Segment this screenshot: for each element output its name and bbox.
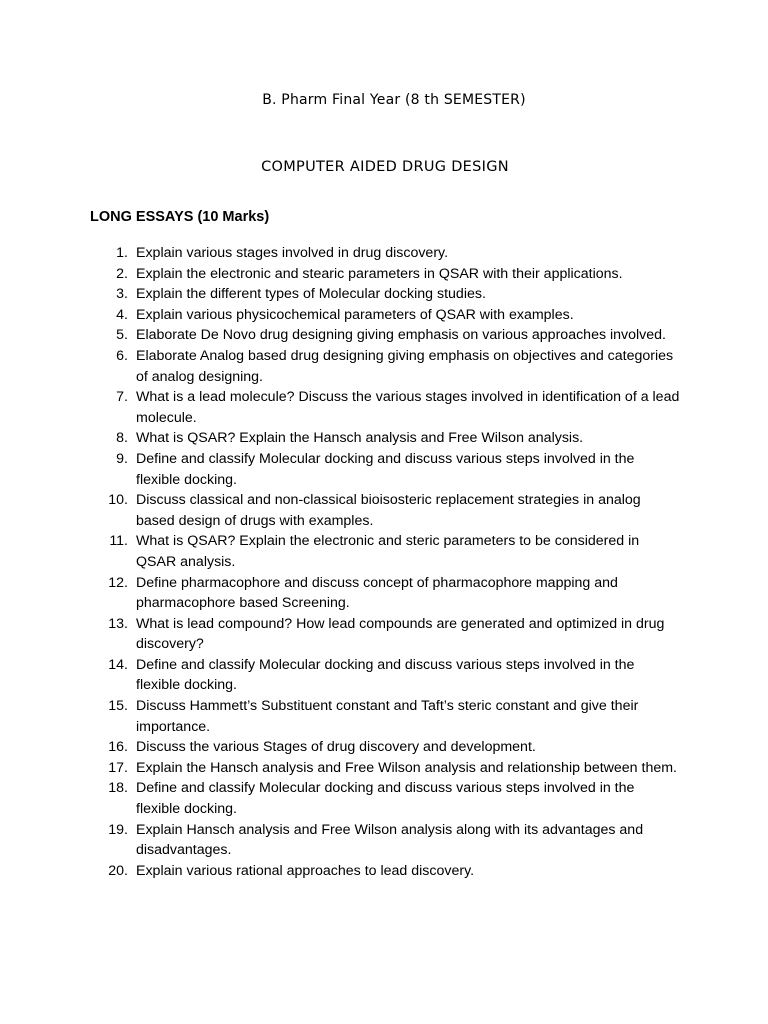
- question-item: [0, 696, 768, 737]
- question-item: [0, 490, 768, 531]
- question-item: [0, 531, 768, 572]
- question-number: 4.: [116, 306, 128, 323]
- question-text: Elaborate Analog based drug designing giving emphasis on objectives and categories of analog designing.: [136, 347, 674, 385]
- question-text: What is a lead molecule? Discuss the various stages involved in identification of a lead molecule.: [136, 389, 680, 426]
- question-text: Discuss Hammett’s Substituent constant and Taft’s steric constant and give their importance.: [136, 698, 639, 735]
- question-item: [0, 614, 768, 655]
- question-text: What is lead compound? How lead compounds are generated and optimized in drug discovery?: [136, 615, 665, 653]
- question-text: What is QSAR? Explain the electronic and steric parameters to be considered in QSAR analysis.: [136, 533, 640, 570]
- question-text: Explain the electronic and stearic parameters in QSAR with their applications.: [136, 265, 623, 282]
- question-text: Define pharmacophore and discuss concept of pharmacophore mapping and pharmacophore based Screening.: [136, 574, 618, 612]
- question-item: [0, 758, 768, 779]
- question-item: [0, 387, 768, 428]
- question-text: Explain Hansch analysis and Free Wilson analysis along with its advantages and disadvantages.: [136, 821, 644, 859]
- question-item: [0, 737, 768, 758]
- question-number: 10.: [108, 492, 128, 509]
- question-text: Define and classify Molecular docking and discuss various steps involved in the flexible docking.: [136, 780, 635, 818]
- question-text: Explain various physicochemical parameters of QSAR with examples.: [136, 306, 574, 323]
- question-number: 8.: [116, 430, 128, 447]
- question-item: [0, 325, 768, 346]
- question-item: [0, 778, 768, 819]
- question-number: 11.: [109, 533, 128, 550]
- question-number: 13.: [108, 615, 128, 632]
- question-text: Discuss classical and non-classical bioisosteric replacement strategies in analog based design of drugs with examples.: [136, 492, 641, 529]
- question-text: Explain various rational approaches to lead discovery.: [136, 862, 475, 879]
- question-item: [0, 655, 768, 696]
- question-number: 5.: [116, 327, 128, 344]
- question-item: [0, 861, 768, 882]
- question-number: 12.: [108, 574, 128, 591]
- question-item: [0, 573, 768, 614]
- question-number: 17.: [108, 759, 128, 776]
- question-number: 7.: [116, 389, 128, 406]
- question-number: 3.: [116, 286, 128, 303]
- question-number: 20.: [108, 862, 128, 879]
- question-text: Explain the different types of Molecular docking studies.: [136, 286, 486, 303]
- question-number: 18.: [108, 780, 128, 797]
- question-number: 19.: [108, 821, 128, 838]
- question-item: [0, 243, 768, 264]
- question-text: Elaborate De Novo drug designing giving emphasis on various approaches involved.: [136, 327, 666, 344]
- question-text: What is QSAR? Explain the Hansch analysis and Free Wilson analysis.: [136, 430, 584, 447]
- question-number: 15.: [108, 698, 128, 715]
- document-title: COMPUTER AIDED DRUG DESIGN: [261, 159, 509, 175]
- question-item: [0, 264, 768, 285]
- question-text: Explain the Hansch analysis and Free Wilson analysis and relationship between them.: [136, 759, 677, 776]
- question-text: Explain various stages involved in drug discovery.: [136, 245, 449, 261]
- course-subtitle: B. Pharm Final Year (8 th SEMESTER): [262, 92, 526, 108]
- question-number: 16.: [108, 739, 128, 756]
- question-item: [0, 820, 768, 861]
- question-item: [0, 305, 768, 326]
- question-item: [0, 346, 768, 387]
- question-item: [0, 428, 768, 449]
- question-item: [0, 449, 768, 490]
- question-item: [0, 284, 768, 305]
- question-number: 1.: [116, 245, 128, 261]
- section-heading: LONG ESSAYS (10 Marks): [90, 209, 270, 225]
- question-text: Define and classify Molecular docking and discuss various steps involved in the flexible docking.: [136, 450, 635, 488]
- question-number: 9.: [116, 450, 128, 467]
- question-number: 6.: [116, 347, 128, 364]
- question-list: [0, 243, 768, 881]
- question-text: Define and classify Molecular docking and discuss various steps involved in the flexible docking.: [136, 656, 635, 694]
- question-number: 14.: [108, 656, 128, 673]
- question-number: 2.: [116, 265, 128, 282]
- question-text: Discuss the various Stages of drug discovery and development.: [136, 739, 536, 756]
